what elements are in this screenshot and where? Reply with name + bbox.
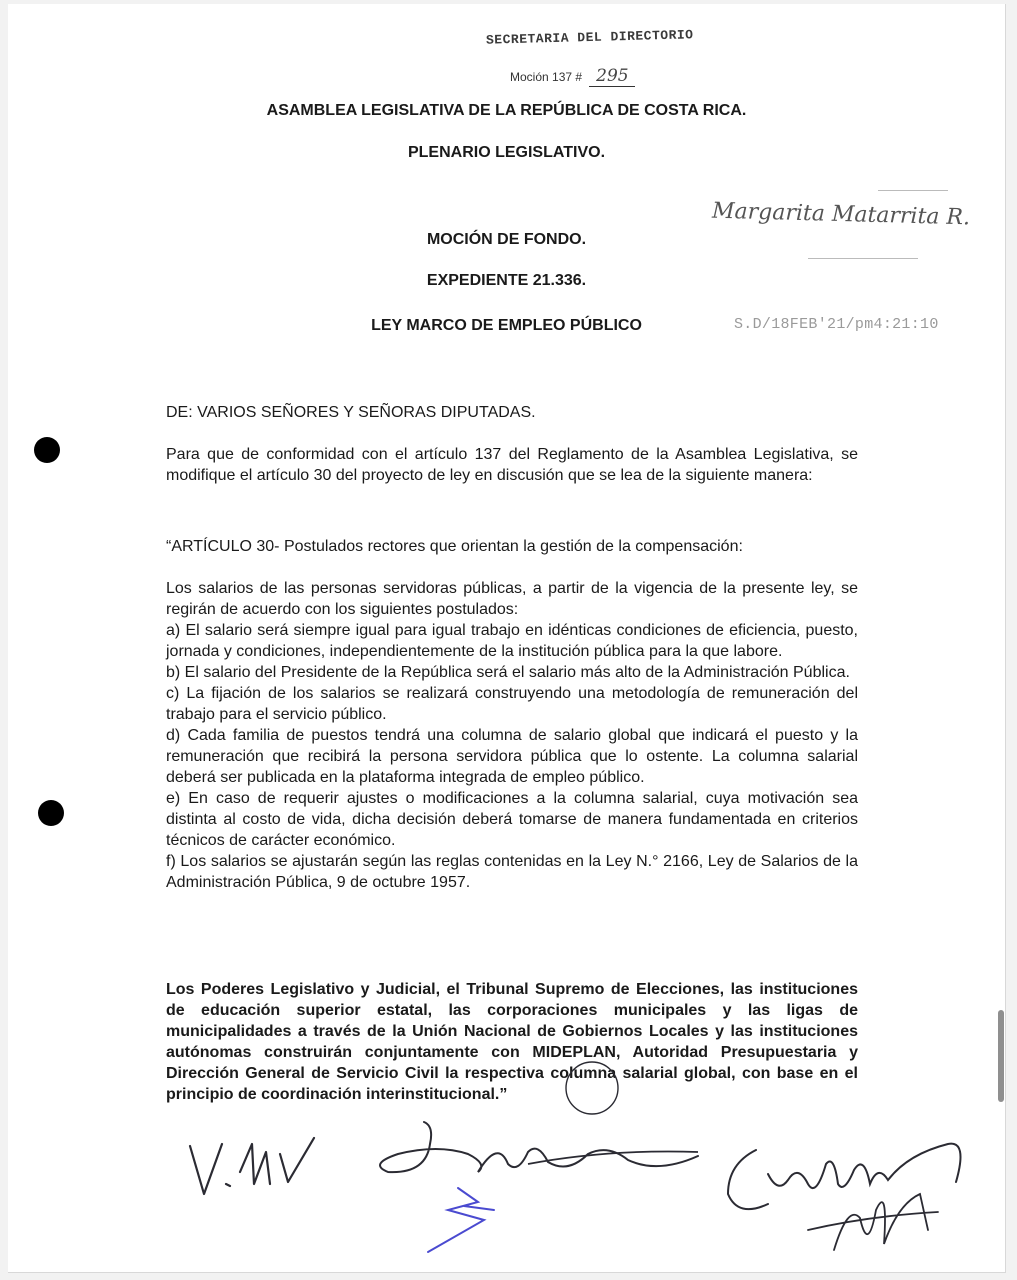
signature-3 [728, 1144, 961, 1210]
mocion-label: Moción 137 # [510, 70, 583, 84]
header-law-title: LEY MARCO DE EMPLEO PÚBLICO [371, 317, 642, 334]
scrollbar-thumb[interactable] [998, 1010, 1004, 1102]
signature-2 [380, 1122, 698, 1172]
intro-text: Para que de conformidad con el artículo 137 del Reglamento de la Asamblea Legislativa, se modifique el artículo 30 del proyecto de ley en discusión que se lea de la siguiente manera: [166, 446, 858, 484]
received-date-stamp: S.D/18FEB'21/pm4:21:10 [734, 316, 939, 333]
list-item: f) Los salarios se ajustarán según las reglas contenidas en la Ley N.° 2166, Ley de Salarios de la Administración Pública, 9 de octubre 1957. [166, 853, 858, 891]
header-assembly: ASAMBLEA LEGISLATIVA DE LA REPÚBLICA DE COSTA RICA. [266, 102, 747, 119]
mocion-number: 295 [589, 66, 635, 87]
signature-2-loop [566, 1062, 618, 1114]
header-motion-type: MOCIÓN DE FONDO. [426, 231, 587, 248]
secretaria-stamp: SECRETARIA DEL DIRECTORIO [485, 27, 694, 48]
signatures [8, 4, 1005, 1272]
document-page [8, 4, 1006, 1273]
punch-hole [34, 437, 60, 463]
article-title: “ARTÍCULO 30- Postulados rectores que orientan la gestión de la compensación: [166, 538, 743, 555]
closing-paragraph: Los Poderes Legislativo y Judicial, el Tribunal Supremo de Elecciones, las instituciones de educación superior estatal, las corporaciones municipales y las ligas de municipalidades a través de la Unión Nacional de Gobiernos Locales y las instituciones autónomas construirán conjuntamente con MIDEPLAN, Autoridad Presupuestaria y Dirección General de Servicio Civil la respectiva columna salarial global, con base en el principio de coordinación interinstitucional.” [166, 981, 858, 1103]
list-item: d) Cada familia de puestos tendrá una columna de salario global que indicará el puesto y la remuneración que recibirá la persona servidora pública que lo ostente. La columna salarial deberá ser publicada en la plataforma integrada de empleo público. [166, 727, 858, 786]
article-intro: Los salarios de las personas servidoras públicas, a partir de la vigencia de la presente ley, se regirán de acuerdo con los siguientes postulados: [166, 580, 858, 618]
signature-blue [428, 1188, 494, 1252]
list-item: e) En caso de requerir ajustes o modificaciones a la columna salarial, cuya motivación sea distinta al costo de vida, dicha decisión deberá tomarse de manera fundamentada en criterios técnicos de carácter económico. [166, 790, 858, 849]
punch-hole [38, 800, 64, 826]
header-plenary: PLENARIO LEGISLATIVO. [407, 144, 606, 161]
list-item: b) El salario del Presidente de la República será el salario más alto de la Administración Pública. [166, 664, 850, 681]
signature-1 [190, 1138, 314, 1194]
header-file-number: EXPEDIENTE 21.336. [426, 272, 587, 289]
list-item: c) La fijación de los salarios se realizará construyendo una metodología de remuneración del trabajo para el servicio público. [166, 685, 858, 723]
signature-4 [808, 1194, 938, 1250]
signature-2-strike [528, 1152, 698, 1165]
received-name-stamp: Margarita Matarrita R. [711, 198, 971, 231]
from-line: DE: VARIOS SEÑORES Y SEÑORAS DIPUTADAS. [166, 404, 536, 421]
list-item: a) El salario será siempre igual para igual trabajo en idénticas condiciones de eficiencia, puesto, jornada y condiciones, independientemente de la institución pública para la que labore. [166, 622, 858, 660]
